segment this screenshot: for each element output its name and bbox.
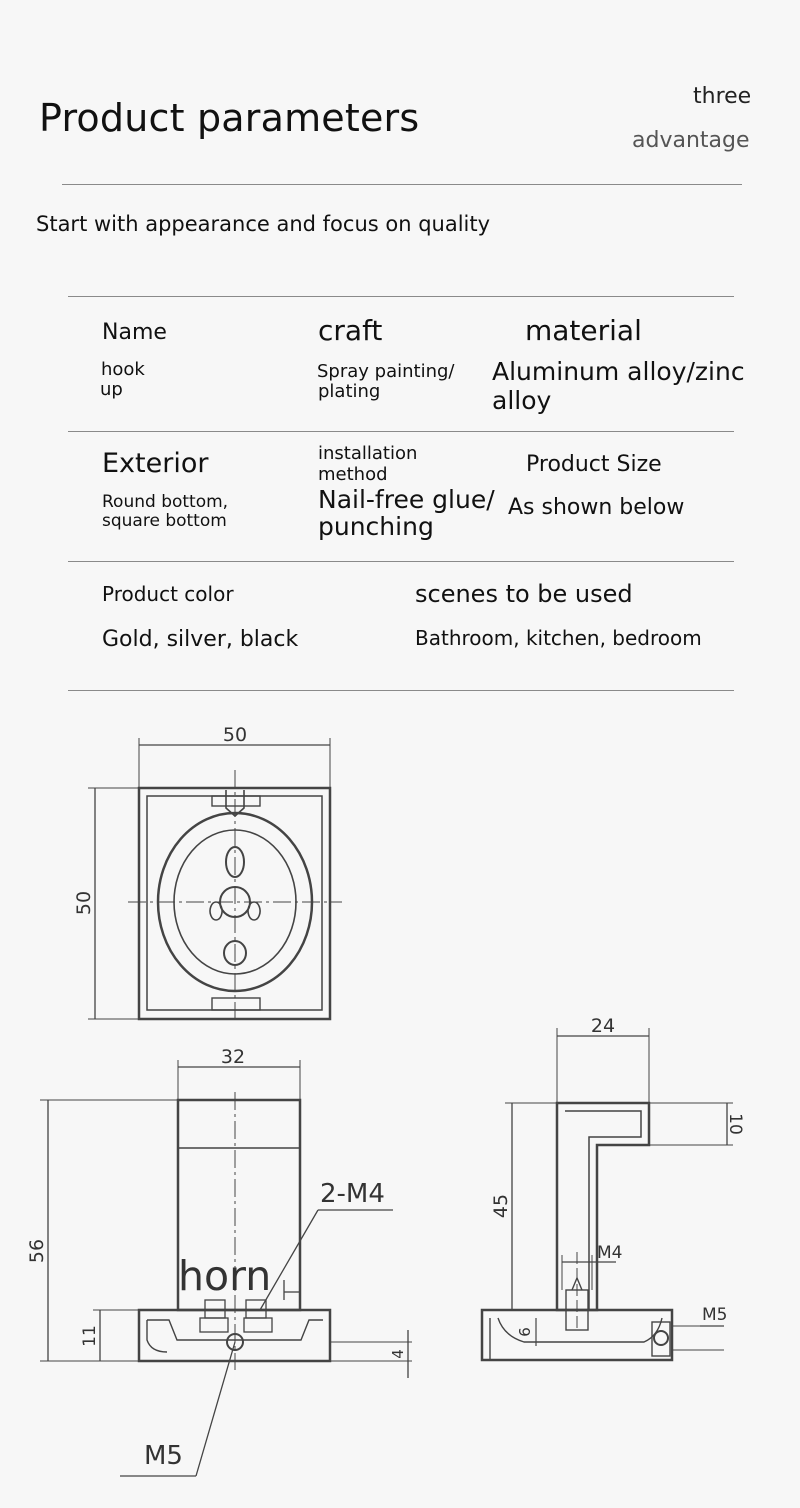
dim-top-height: 50 bbox=[73, 890, 95, 916]
craft-value-line1: Spray painting/ bbox=[317, 361, 455, 382]
scenes-value: Bathroom, kitchen, bedroom bbox=[415, 626, 702, 650]
dim-front-height: 56 bbox=[26, 1238, 48, 1264]
material-label: material bbox=[525, 314, 642, 347]
material-value-line2: alloy bbox=[492, 386, 552, 415]
dim-front-width: 32 bbox=[220, 1046, 246, 1068]
section-label: advantage bbox=[632, 128, 750, 153]
side-view bbox=[482, 1028, 733, 1360]
dim-side-base: 6 bbox=[516, 1327, 534, 1337]
top-view bbox=[88, 738, 342, 1019]
name-value-line1: hook bbox=[101, 359, 145, 380]
front-thread-label: 2-M4 bbox=[320, 1179, 385, 1209]
installation-label-line2: method bbox=[318, 464, 388, 485]
dim-front-base: 11 bbox=[80, 1325, 100, 1347]
craft-value-line2: plating bbox=[318, 381, 381, 402]
size-value: As shown below bbox=[508, 495, 685, 520]
dim-side-top: 10 bbox=[725, 1113, 745, 1135]
dim-side-width: 24 bbox=[590, 1015, 616, 1037]
installation-label-line1: installation bbox=[318, 443, 418, 464]
section-number: three bbox=[693, 84, 752, 109]
side-bottom-thread-label: M5 bbox=[702, 1305, 728, 1325]
name-value-line2: up bbox=[100, 379, 123, 400]
dim-side-height: 45 bbox=[490, 1193, 512, 1219]
size-label: Product Size bbox=[526, 452, 662, 477]
exterior-value-line2: square bottom bbox=[102, 511, 227, 531]
horn-label: horn bbox=[178, 1252, 272, 1300]
page-title: Product parameters bbox=[39, 96, 420, 140]
scenes-label: scenes to be used bbox=[415, 580, 633, 608]
color-value: Gold, silver, black bbox=[102, 627, 299, 652]
color-label: Product color bbox=[102, 582, 234, 606]
exterior-label: Exterior bbox=[102, 448, 209, 479]
dim-top-width: 50 bbox=[222, 724, 248, 746]
material-value-line1: Aluminum alloy/zinc bbox=[492, 357, 745, 386]
installation-value-line1: Nail-free glue/ bbox=[318, 485, 495, 514]
subtitle: Start with appearance and focus on quality bbox=[36, 212, 491, 236]
craft-label: craft bbox=[318, 314, 383, 347]
installation-value-line2: punching bbox=[318, 512, 434, 541]
front-bottom-thread-label: M5 bbox=[144, 1441, 183, 1471]
dim-front-offset: 4 bbox=[389, 1349, 407, 1359]
side-thread-label: M4 bbox=[597, 1243, 623, 1263]
name-label: Name bbox=[102, 320, 167, 345]
exterior-value-line1: Round bottom, bbox=[102, 492, 229, 512]
